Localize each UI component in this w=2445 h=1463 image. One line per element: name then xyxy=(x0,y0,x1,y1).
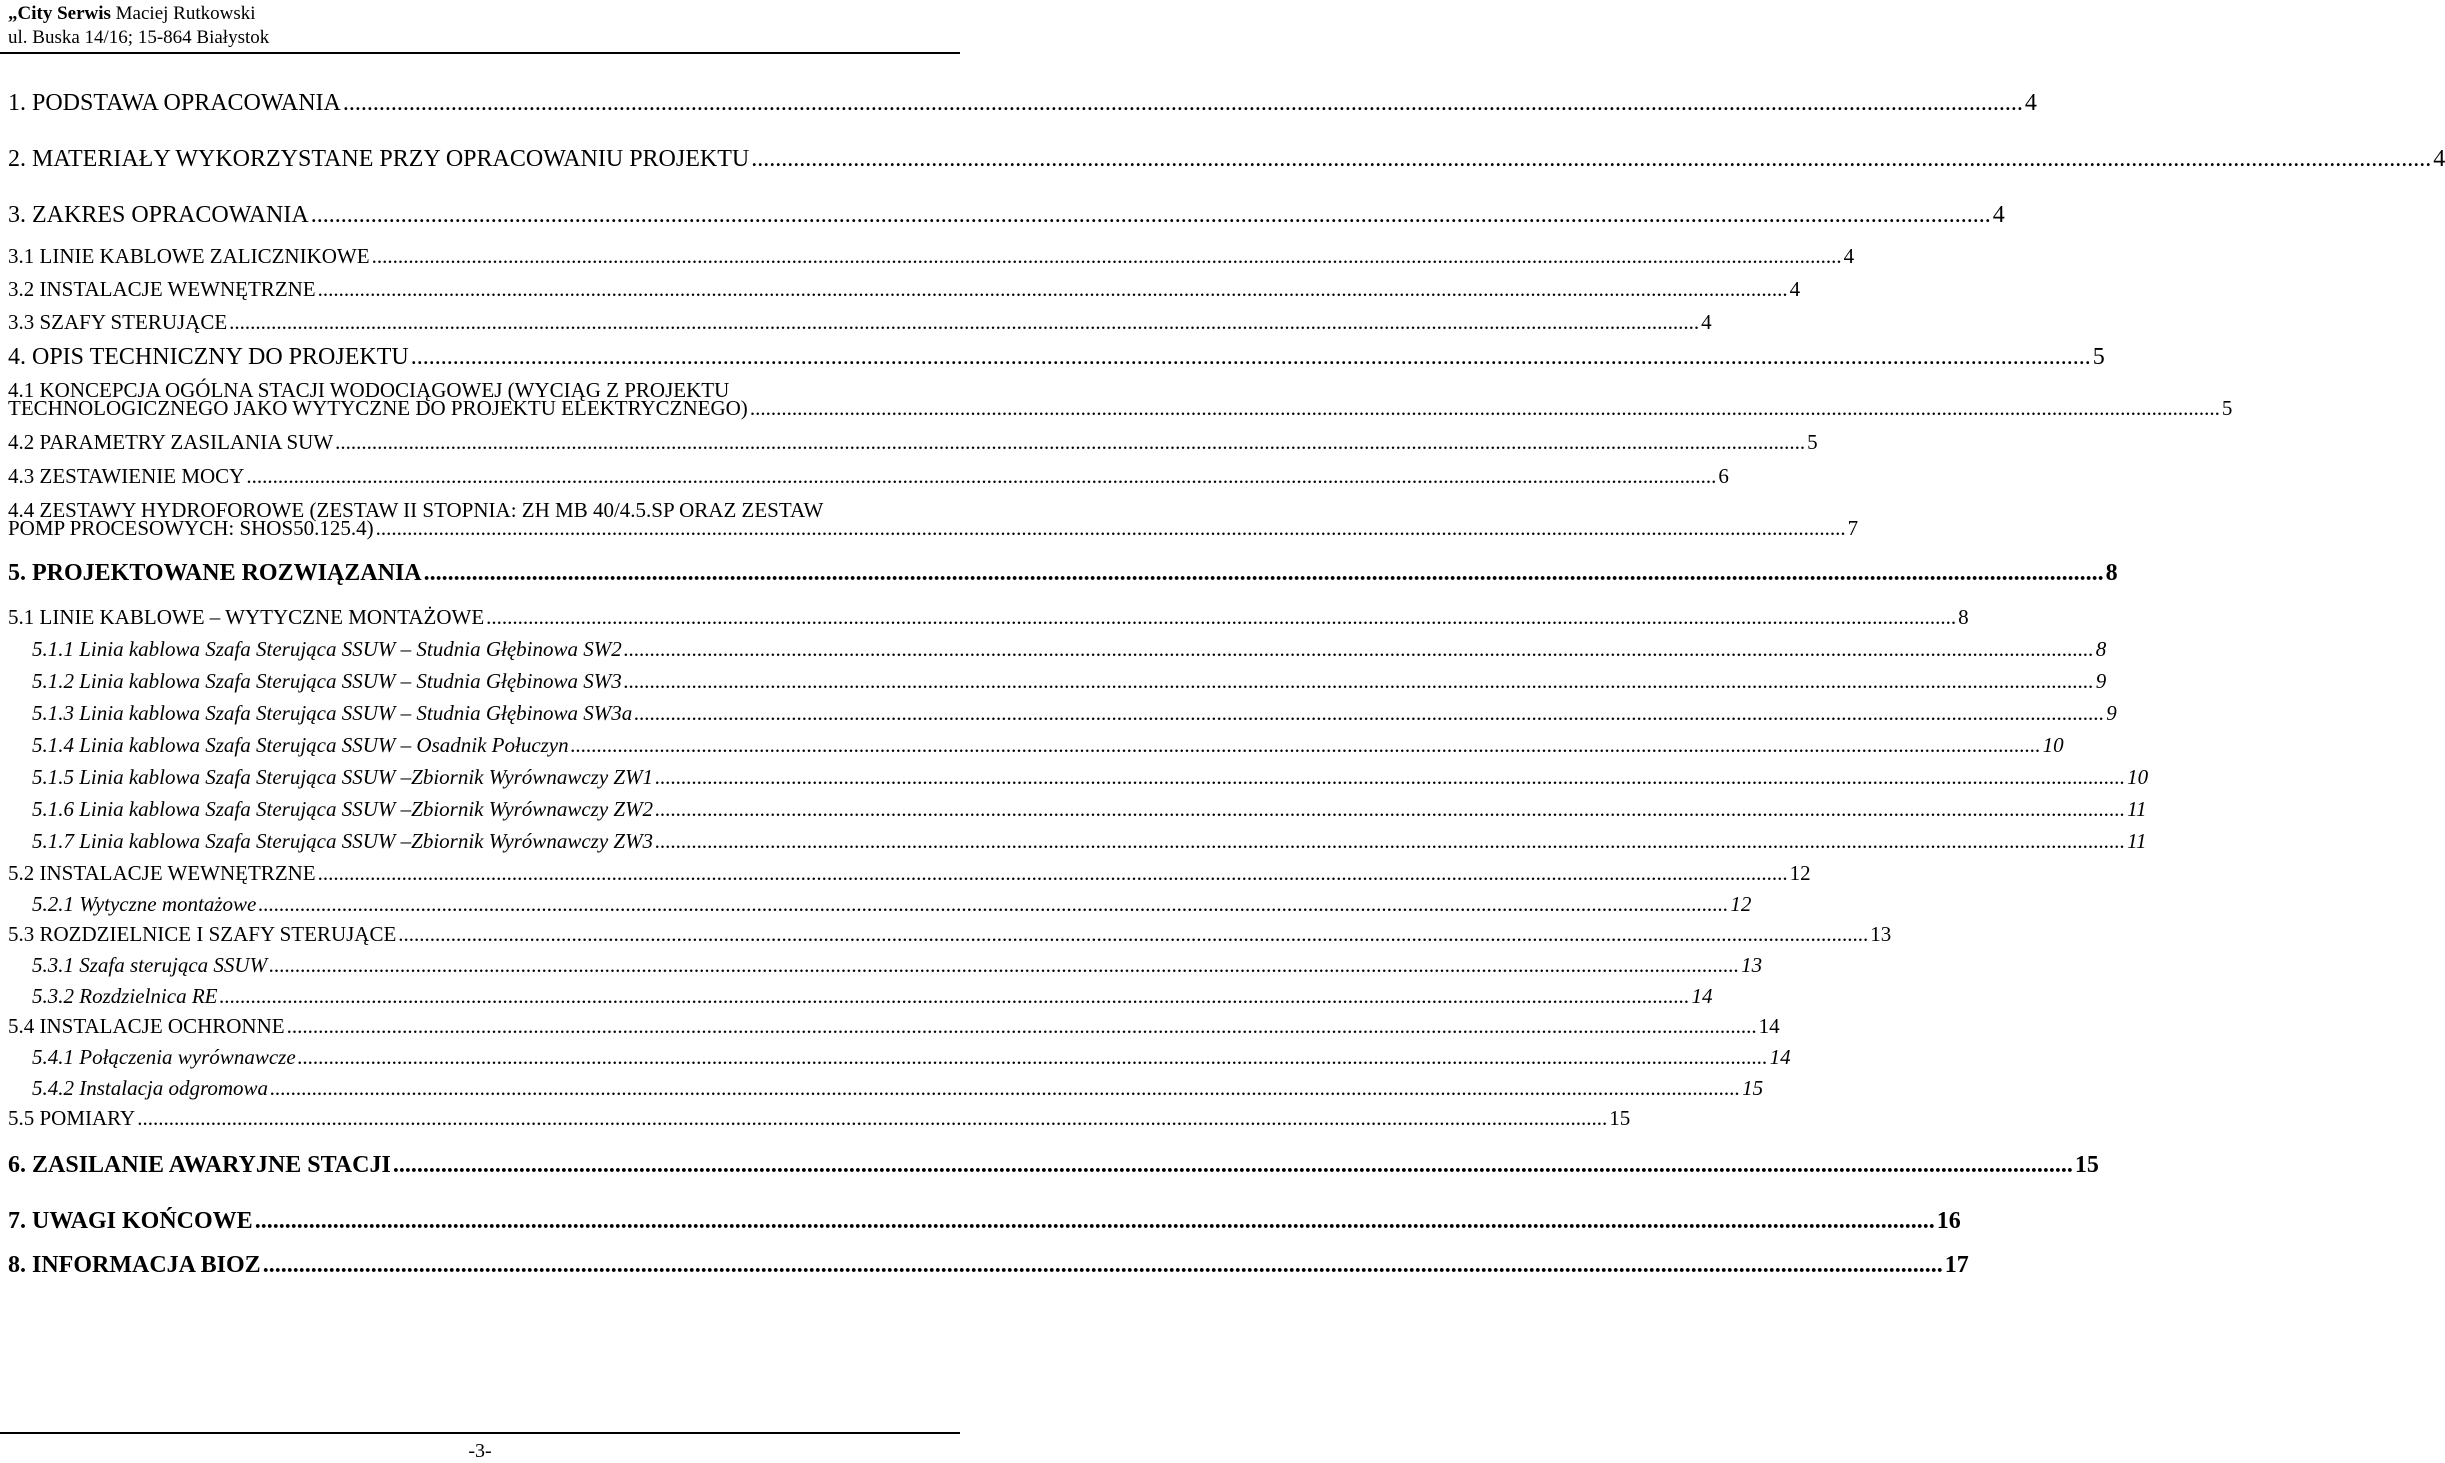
toc-entry-page: 14 xyxy=(1758,1014,1780,1038)
footer-rule xyxy=(0,1432,960,1434)
toc-entry-page: 7 xyxy=(1847,516,1859,540)
toc-entry-title: POMP PROCESOWYCH: SHOS50.125.4) xyxy=(8,516,374,540)
toc-entry-title: TECHNOLOGICZNEGO JAKO WYTYCZNE DO PROJEKTU ELEKTRYCZNEGO) xyxy=(8,396,748,420)
toc-entry-page: 14 xyxy=(1691,984,1713,1008)
toc-entry[interactable] xyxy=(8,344,2105,371)
toc-entry-title: 4. OPIS TECHNICZNY DO PROJEKTU xyxy=(8,344,409,370)
toc-entry-page: 8 xyxy=(1958,605,1969,629)
toc-entry-title: 3. ZAKRES OPRACOWANIA xyxy=(8,202,309,228)
page-header xyxy=(8,2,269,50)
toc-entry[interactable] xyxy=(8,1014,1780,1039)
toc-entry-title: 3.2 INSTALACJE WEWNĘTRZNE xyxy=(8,277,316,301)
toc-entry-page: 4 xyxy=(1789,277,1801,301)
toc-entry-title-line1: 4.1 KONCEPCJA OGÓLNA STACJI WODOCIĄGOWEJ (WYCIĄG Z PROJEKTU xyxy=(8,378,730,402)
toc-entry-page: 6 xyxy=(1718,464,1729,488)
toc-entry-page: 9 xyxy=(2095,669,2107,693)
toc-entry-title-line1: 4.4 ZESTAWY HYDROFOROWE (ZESTAW II STOPNIA: ZH MB 40/4.5.SP ORAZ ZESTAW xyxy=(8,498,824,522)
toc-entry-title: 5.1.7 Linia kablowa Szafa Sterująca SSUW –Zbiornik Wyrównawczy ZW3 xyxy=(32,829,654,853)
toc-entry[interactable] xyxy=(8,244,1855,269)
toc-entry-title: 3.1 LINIE KABLOWE ZALICZNIKOWE xyxy=(8,244,370,268)
toc-entry-page: 15 xyxy=(1742,1076,1764,1100)
toc-entry-page: 12 xyxy=(1730,892,1752,916)
toc-entry-page: 10 xyxy=(2042,733,2064,757)
toc-entry-title: 5.3.1 Szafa sterująca SSUW xyxy=(32,953,268,977)
toc-entry-page: 11 xyxy=(2127,797,2147,821)
toc-entry-title: 5.1.5 Linia kablowa Szafa Sterująca SSUW –Zbiornik Wyrównawczy ZW1 xyxy=(32,765,654,789)
toc-entry-page: 4 xyxy=(1701,310,1712,334)
toc-entry-title: 1. PODSTAWA OPRACOWANIA xyxy=(8,90,341,116)
toc-entry-page: 14 xyxy=(1769,1045,1791,1069)
toc-entry-title: 5.1.6 Linia kablowa Szafa Sterująca SSUW –Zbiornik Wyrównawczy ZW2 xyxy=(32,797,654,821)
toc-entry[interactable] xyxy=(32,765,2149,790)
toc-entry[interactable] xyxy=(8,146,2445,173)
company-name: „City Serwis xyxy=(8,3,111,24)
toc-entry-title: 5.5 POMIARY xyxy=(8,1106,136,1130)
company-address: ul. Buska 14/16; 15-864 Białystok xyxy=(8,27,270,48)
toc-entry-title: 5.1.3 Linia kablowa Szafa Sterująca SSUW – Studnia Głębinowa SW3a xyxy=(32,701,633,725)
toc-entry[interactable] xyxy=(32,733,2064,758)
toc-entry-title: 5.4.2 Instalacja odgromowa xyxy=(32,1076,269,1100)
toc-entry-title: 5.3.2 Rozdzielnica RE xyxy=(32,984,218,1008)
toc-entry-page: 15 xyxy=(1609,1106,1631,1130)
toc-entry-page: 5 xyxy=(2092,344,2105,370)
toc-entry[interactable] xyxy=(32,701,2117,726)
toc-entry-title: 4.3 ZESTAWIENIE MOCY xyxy=(8,464,245,488)
owner-name: Maciej Rutkowski xyxy=(110,3,256,24)
page-number: -3- xyxy=(468,1440,492,1462)
toc-entry[interactable] xyxy=(8,277,1801,302)
toc-entry-page: 8 xyxy=(2105,560,2118,586)
toc-entry[interactable] xyxy=(8,90,2037,117)
toc-entry[interactable] xyxy=(8,464,1729,489)
toc-entry-page: 9 xyxy=(2106,701,2117,725)
toc-entry-title: 5.2 INSTALACJE WEWNĘTRZNE xyxy=(8,861,316,885)
toc-entry-title: 5.1.2 Linia kablowa Szafa Sterująca SSUW – Studnia Głębinowa SW3 xyxy=(32,669,622,693)
toc-entry-title: 2. MATERIAŁY WYKORZYSTANE PRZY OPRACOWANIU PROJEKTU xyxy=(8,146,750,172)
toc-entry[interactable] xyxy=(8,1106,1631,1131)
toc-entry-page: 13 xyxy=(1741,953,1763,977)
toc-entry-page: 4 xyxy=(2433,146,2445,172)
toc-entry-title: 5. PROJEKTOWANE ROZWIĄZANIA xyxy=(8,560,422,586)
toc-entry-page: 4 xyxy=(1992,202,2005,228)
toc-entry[interactable] xyxy=(32,892,1752,917)
toc-entry-title: 3.3 SZAFY STERUJĄCE xyxy=(8,310,228,334)
toc-entry[interactable] xyxy=(8,1252,1969,1279)
toc-entry[interactable] xyxy=(32,669,2107,694)
toc-entry[interactable] xyxy=(8,310,1712,335)
toc-entry[interactable] xyxy=(32,637,2107,662)
toc-entry-page: 10 xyxy=(2127,765,2149,789)
toc-entry-page: 17 xyxy=(1944,1252,1969,1278)
toc-entry[interactable] xyxy=(8,202,2005,229)
toc-entry-page: 16 xyxy=(1936,1208,1961,1234)
toc-entry-page: 11 xyxy=(2127,829,2147,853)
toc-entry-page: 15 xyxy=(2074,1152,2099,1178)
toc-entry-page: 8 xyxy=(2095,637,2107,661)
toc-entry-title: 5.3 ROZDZIELNICE I SZAFY STERUJĄCE xyxy=(8,922,397,946)
toc-entry-title: 5.4 INSTALACJE OCHRONNE xyxy=(8,1014,285,1038)
toc-entry-title: 7. UWAGI KOŃCOWE xyxy=(8,1208,253,1234)
toc-entry[interactable] xyxy=(32,829,2147,854)
toc-entry-title: 5.4.1 Połączenia wyrównawcze xyxy=(32,1045,296,1069)
toc-entry-title: 6. ZASILANIE AWARYJNE STACJI xyxy=(8,1152,391,1178)
toc-entry-page: 5 xyxy=(2221,396,2233,420)
toc-entry[interactable] xyxy=(8,396,2233,421)
toc-entry-page: 13 xyxy=(1870,922,1892,946)
toc-entry[interactable] xyxy=(8,430,1818,455)
toc-entry[interactable] xyxy=(8,922,1892,947)
toc-entry-title: 5.1.4 Linia kablowa Szafa Sterująca SSUW – Osadnik Połuczyn xyxy=(32,733,569,757)
toc-entry-page: 12 xyxy=(1789,861,1811,885)
toc-entry-title: 5.1.1 Linia kablowa Szafa Sterująca SSUW – Studnia Głębinowa SW2 xyxy=(32,637,622,661)
toc-entry[interactable] xyxy=(32,1045,1791,1070)
toc-entry-title: 5.2.1 Wytyczne montażowe xyxy=(32,892,257,916)
header-rule xyxy=(0,52,960,54)
toc-entry[interactable] xyxy=(32,1076,1764,1101)
toc-entry[interactable] xyxy=(8,1152,2099,1179)
toc-entry[interactable] xyxy=(8,516,1859,541)
toc-entry[interactable] xyxy=(8,861,1811,886)
toc-entry[interactable] xyxy=(8,1208,1961,1235)
toc-entry-title: 8. INFORMACJA BIOZ xyxy=(8,1252,261,1278)
toc-entry[interactable] xyxy=(32,953,1763,978)
toc-entry-page: 4 xyxy=(1843,244,1855,268)
toc-entry[interactable] xyxy=(8,560,2118,587)
toc-entry-title: 4.2 PARAMETRY ZASILANIA SUW xyxy=(8,430,334,454)
toc-entry-title: 5.1 LINIE KABLOWE – WYTYCZNE MONTAŻOWE xyxy=(8,605,485,629)
toc-entry[interactable] xyxy=(8,605,1969,630)
toc-entry-page: 5 xyxy=(1807,430,1818,454)
toc-entry[interactable] xyxy=(32,984,1713,1009)
toc-entry[interactable] xyxy=(32,797,2147,822)
toc-entry-page: 4 xyxy=(2024,90,2037,116)
